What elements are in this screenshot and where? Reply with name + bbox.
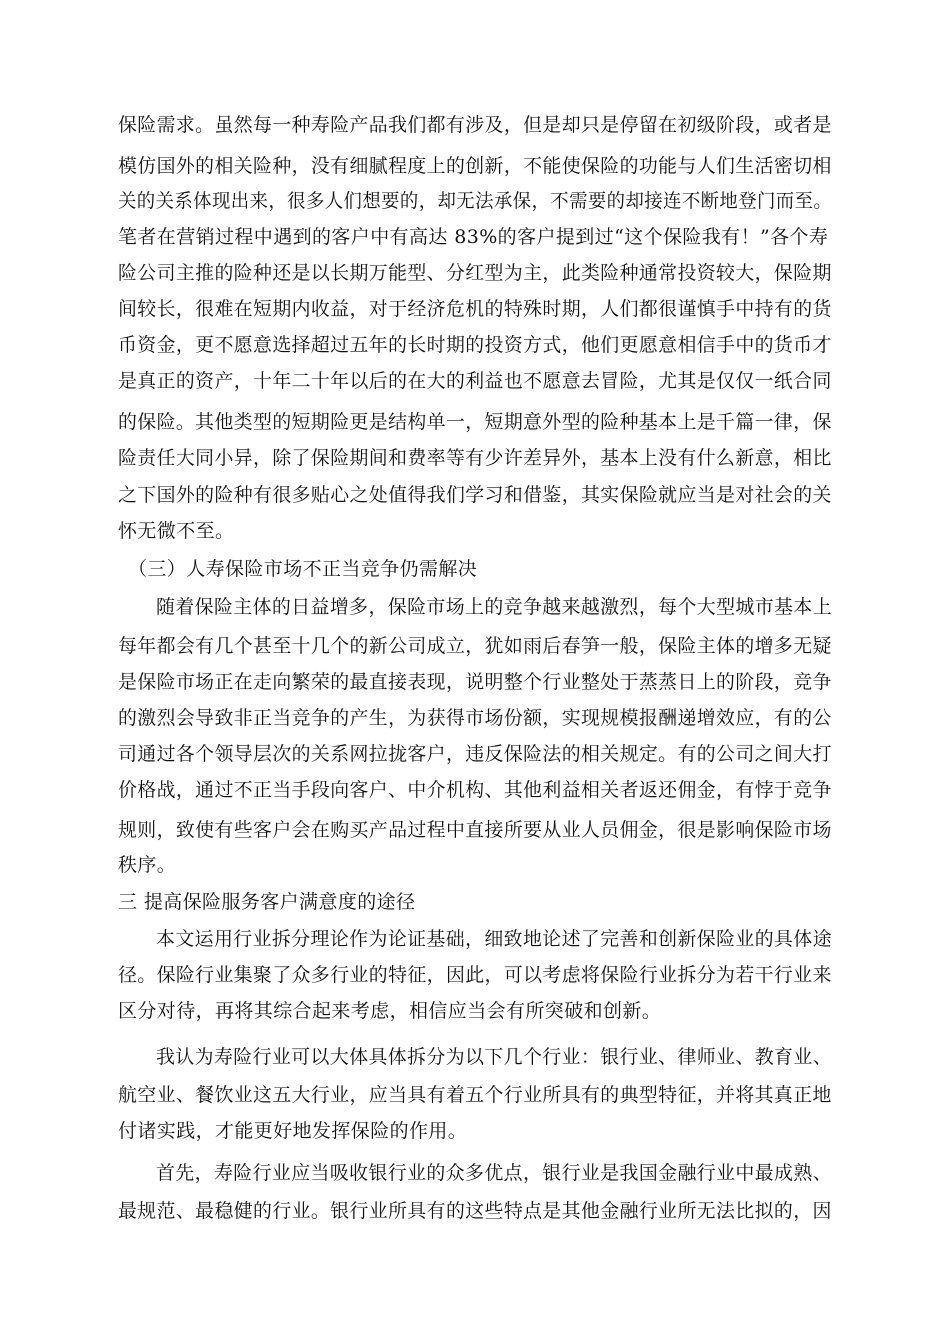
paragraph-line: 模仿国外的相关险种，没有细腻程度上的创新，不能使保险的功能与人们生活密切相 — [118, 155, 832, 177]
paragraph-line: 间较长，很难在短期内收益，对于经济危机的特殊时期，人们都很谨慎手中持有的货 — [118, 298, 832, 320]
paragraph-line: 保险需求。虽然每一种寿险产品我们都有涉及，但是却只是停留在初级阶段，或者是 — [118, 114, 832, 136]
paragraph-line: 是保险市场正在走向繁荣的最直接表现，说明整个行业整处于蒸蒸日上的阶段，竞争 — [118, 671, 832, 693]
paragraph-line: 首先，寿险行业应当吸收银行业的众多优点，银行业是我国金融行业中最成熟、 — [156, 1162, 833, 1184]
paragraph-line: 本文运用行业拆分理论作为论证基础，细致地论述了完善和创新保险业的具体途 — [156, 928, 833, 950]
paragraph-line: 之下国外的险种有很多贴心之处值得我们学习和借鉴，其实保险就应当是对社会的关 — [118, 484, 832, 506]
section-heading-3: （三）人寿保险市场不正当竞争仍需解决 — [128, 558, 478, 580]
paragraph-line: 的保险。其他类型的短期险更是结构单一，短期意外型的险种基本上是千篇一律，保 — [118, 411, 832, 433]
paragraph-line: 秩序。 — [118, 854, 177, 876]
paragraph-line: 是真正的资产，十年二十年以后的在大的利益也不愿意去冒险，尤其是仅仅一纸合同 — [118, 370, 832, 392]
section-heading-main: 三 提高保险服务客户满意度的途径 — [118, 891, 416, 913]
paragraph-line: 我认为寿险行业可以大体具体拆分为以下几个行业：银行业、律师业、教育业、 — [156, 1046, 833, 1068]
paragraph-line: 价格战，通过不正当手段向客户、中介机构、其他利益相关者返还佣金，有悖于竞争 — [118, 779, 832, 801]
paragraph-line: 的激烈会导致非正当竞争的产生，为获得市场份额，实现规模报酬递增效应，有的公 — [118, 707, 832, 729]
paragraph-line: 司通过各个领导层次的关系网拉拢客户，违反保险法的相关规定。有的公司之间大打 — [118, 743, 832, 765]
paragraph-line: 险责任大同小异，除了保险期间和费率等有少许差异外，基本上没有什么新意，相比 — [118, 447, 832, 469]
paragraph-line: 每年都会有几个甚至十几个的新公司成立，犹如雨后春笋一般，保险主体的增多无疑 — [118, 635, 832, 657]
paragraph-line: 随着保险主体的日益增多，保险市场上的竞争越来越激烈，每个大型城市基本上 — [156, 596, 833, 618]
paragraph-line: 付诸实践，才能更好地发挥保险的作用。 — [118, 1120, 468, 1142]
paragraph-line: 径。保险行业集聚了众多行业的特征，因此，可以考虑将保险行业拆分为若干行业来 — [118, 964, 832, 986]
paragraph-line: 规则，致使有些客户会在购买产品过程中直接所要从业人员佣金，很是影响保险市场 — [118, 819, 832, 841]
paragraph-line: 最规范、最稳健的行业。银行业所具有的这些特点是其他金融行业所无法比拟的，因 — [118, 1200, 832, 1222]
paragraph-line: 险公司主推的险种还是以长期万能型、分红型为主，此类险种通常投资较大，保险期 — [118, 262, 832, 284]
paragraph-line: 币资金，更不愿意选择超过五年的长时期的投资方式，他们更愿意相信手中的货币才 — [118, 334, 832, 356]
paragraph-line: 怀无微不至。 — [118, 520, 235, 542]
paragraph-line: 航空业、餐饮业这五大行业，应当具有着五个行业所具有的典型特征，并将其真正地 — [118, 1084, 832, 1106]
paragraph-line: 区分对待，再将其综合起来考虑，相信应当会有所突破和创新。 — [118, 1000, 662, 1022]
paragraph-line: 关的关系体现出来，很多人们想要的，却无法承保，不需要的却接连不断地登门而至。 — [118, 190, 833, 212]
paragraph-line: 笔者在营销过程中遇到的客户中有高达 83%的客户提到过“这个保险我有！”各个寿 — [118, 226, 829, 248]
